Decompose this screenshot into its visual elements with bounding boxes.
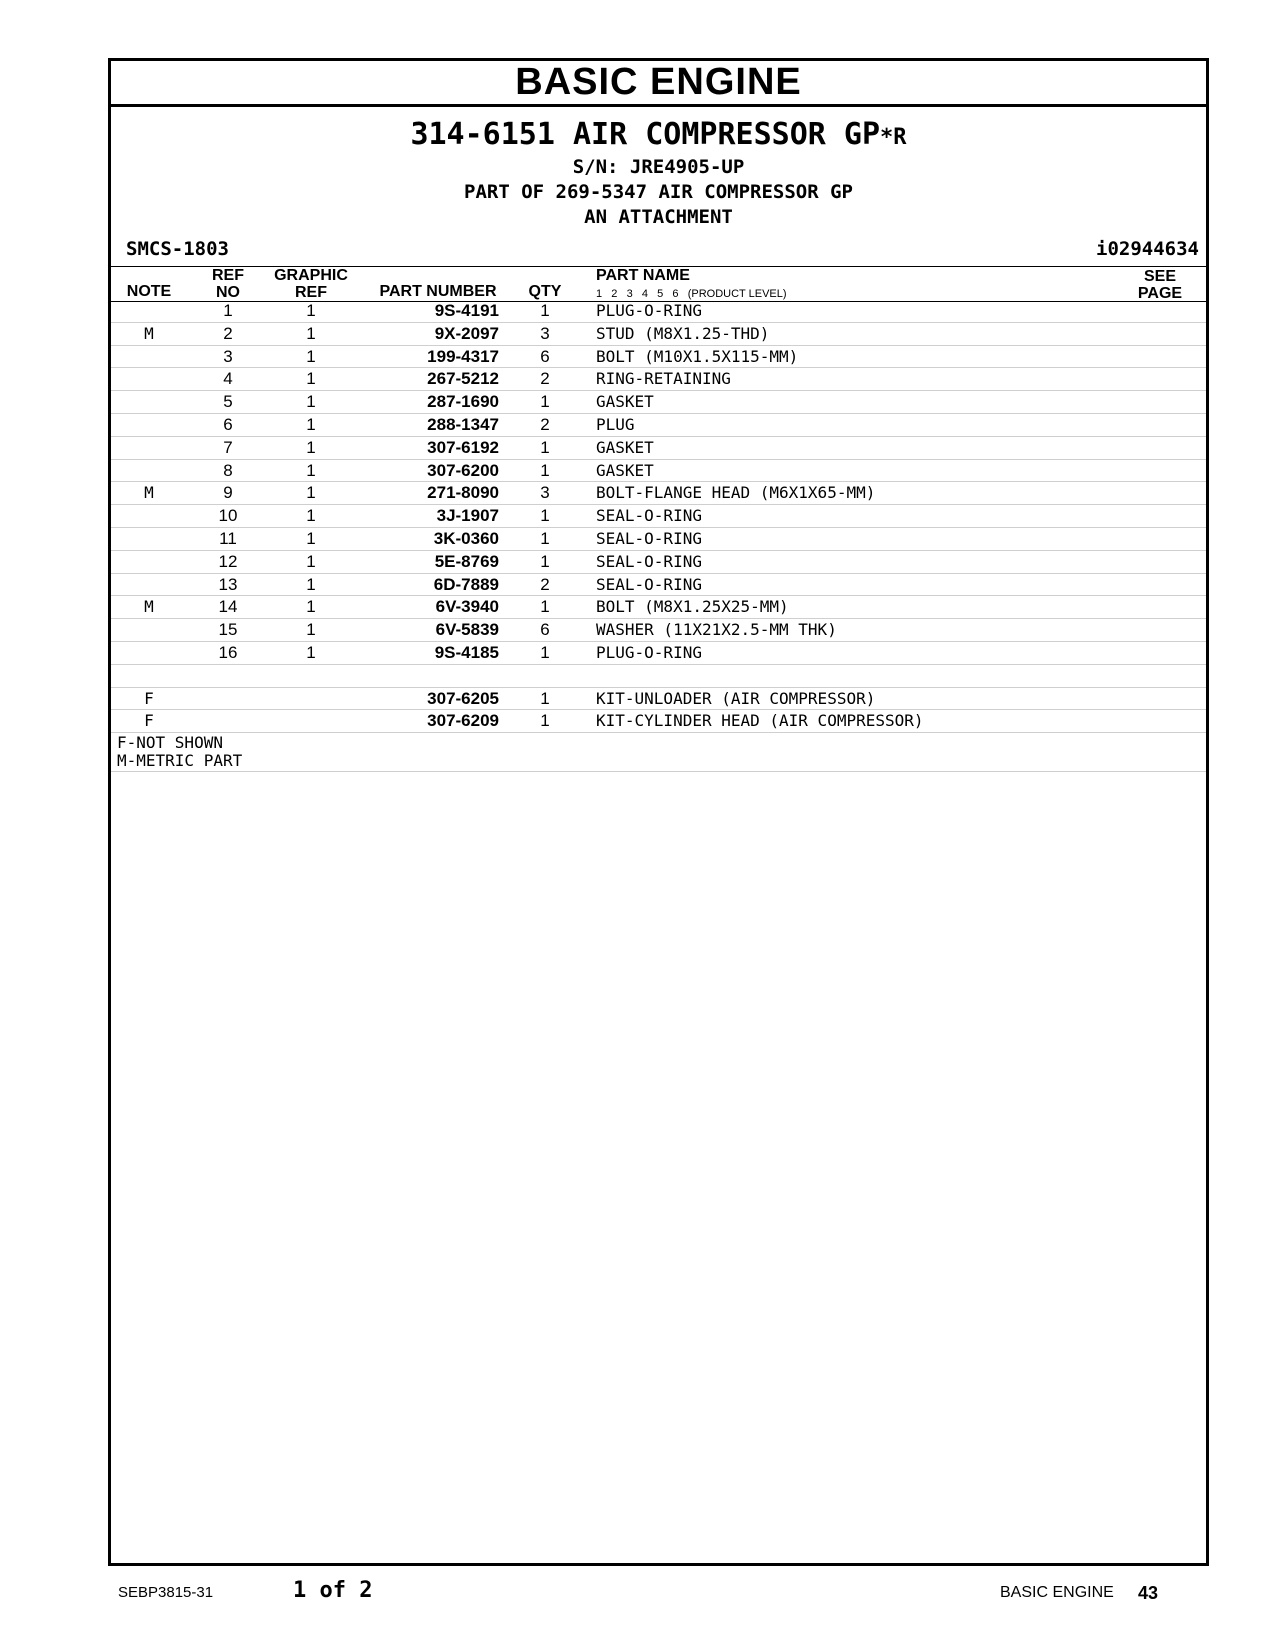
part-number-cell: 9X-2097 (434, 323, 499, 343)
ref-no-cell: 13 (218, 574, 238, 594)
table-row (111, 391, 1206, 414)
col-ref-line2: NO (216, 284, 240, 301)
footer-doc-number: SEBP3815-31 (118, 1584, 214, 1601)
col-part-number: PART NUMBER (379, 283, 497, 300)
ref-no-cell: 7 (223, 437, 233, 457)
col-graphic-ref (271, 267, 351, 301)
notes-legend (111, 733, 1206, 772)
part-name-cell: PLUG-O-RING (596, 301, 702, 320)
qty-cell: 3 (540, 483, 550, 503)
ref-no-cell: 6 (223, 414, 233, 434)
col-qty: QTY (528, 283, 562, 300)
table-row (111, 642, 1206, 665)
col-see-line1: SEE (1143, 268, 1176, 285)
table-row (111, 710, 1206, 733)
graphic-ref-cell: 1 (306, 642, 316, 662)
table-row (111, 437, 1206, 460)
part-number-cell: 3K-0360 (433, 528, 499, 548)
graphic-ref-cell: 1 (306, 597, 316, 617)
part-name-cell: GASKET (596, 460, 654, 480)
graphic-ref-cell: 1 (306, 437, 316, 457)
qty-cell: 1 (540, 551, 550, 571)
ref-no-cell: 9 (223, 483, 233, 503)
part-number-cell: 307-6200 (427, 460, 499, 480)
ref-no-cell: 12 (218, 551, 238, 571)
graphic-ref-cell: 1 (306, 460, 316, 480)
qty-cell: 6 (540, 346, 550, 366)
graphic-ref-cell: 1 (306, 506, 316, 526)
col-see-page (1130, 268, 1190, 302)
ref-no-cell: 15 (218, 620, 238, 640)
note-cell: M (144, 323, 154, 343)
qty-cell: 1 (540, 437, 550, 457)
part-number-cell: 307-6205 (427, 688, 499, 708)
part-number-cell: 6V-3940 (435, 597, 499, 617)
part-of: PART OF 269-5347 AIR COMPRESSOR GP (464, 181, 853, 203)
qty-cell: 1 (540, 460, 550, 480)
graphic-ref-cell: 1 (306, 414, 316, 434)
ref-no-cell: 10 (218, 506, 238, 526)
table-row (111, 414, 1206, 437)
part-number-cell: 9S-4185 (434, 642, 499, 662)
table-row (111, 528, 1206, 551)
ref-no-cell: 11 (219, 528, 237, 548)
table-row (111, 482, 1206, 505)
part-name-cell: STUD (M8X1.25-THD) (596, 323, 770, 343)
part-number-cell: 199-4317 (427, 346, 499, 366)
col-product-levels: 1 2 3 4 5 6 (PRODUCT LEVEL) (596, 288, 787, 300)
part-name-cell: PLUG (596, 414, 635, 434)
table-row (111, 368, 1206, 391)
part-number-cell: 6V-5839 (435, 620, 499, 640)
table-row (111, 300, 1206, 323)
group-title-suffix: *R (880, 125, 907, 150)
graphic-ref-cell: 1 (306, 574, 316, 594)
qty-cell: 2 (540, 369, 550, 389)
table-row (111, 596, 1206, 619)
graphic-ref-cell: 1 (306, 392, 316, 412)
qty-cell: 1 (540, 597, 550, 617)
table-row (111, 505, 1206, 528)
column-header-row (111, 266, 1206, 302)
col-part-name: PART NAME (596, 267, 690, 284)
part-number-cell: 5E-8769 (434, 551, 499, 571)
table-row (111, 460, 1206, 483)
ref-no-cell: 16 (218, 642, 238, 662)
part-number-cell: 3J-1907 (436, 506, 499, 526)
qty-cell: 1 (540, 392, 550, 412)
graphic-ref-cell: 1 (306, 528, 316, 548)
footer-page-count: 1 of 2 (293, 1578, 373, 1603)
ref-no-cell: 1 (223, 301, 233, 320)
group-title (111, 118, 1206, 155)
part-number-cell: 307-6209 (427, 711, 499, 731)
part-name-cell: BOLT (M8X1.25X25-MM) (596, 597, 789, 617)
ref-no-cell: 3 (223, 346, 233, 366)
graphic-ref-cell: 1 (306, 620, 316, 640)
qty-cell: 1 (540, 528, 550, 548)
graphic-ref-cell: 1 (306, 346, 316, 366)
part-name-cell: BOLT-FLANGE HEAD (M6X1X65-MM) (596, 483, 876, 503)
qty-cell: 1 (540, 642, 550, 662)
note-cell: F (144, 711, 154, 731)
col-graphic-line2: REF (295, 284, 327, 301)
part-number-cell: 288-1347 (427, 414, 499, 434)
table-row (111, 346, 1206, 369)
qty-cell: 1 (540, 506, 550, 526)
qty-cell: 3 (540, 323, 550, 343)
note-cell: M (144, 597, 154, 617)
col-note: NOTE (126, 283, 172, 300)
table-row (111, 665, 1206, 688)
group-title-text: 314-6151 AIR COMPRESSOR GP (410, 117, 881, 152)
graphic-ref-cell: 1 (306, 483, 316, 503)
qty-cell: 2 (540, 414, 550, 434)
part-name-cell: SEAL-O-RING (596, 506, 702, 526)
part-number-cell: 307-6192 (427, 437, 499, 457)
graphic-ref-cell: 1 (306, 323, 316, 343)
parts-table (111, 300, 1206, 772)
ref-no-cell: 14 (218, 597, 238, 617)
part-name-cell: BOLT (M10X1.5X115-MM) (596, 346, 799, 366)
qty-cell: 1 (540, 688, 550, 708)
part-name-cell: SEAL-O-RING (596, 551, 702, 571)
graphic-ref-cell: 1 (306, 369, 316, 389)
table-row (111, 574, 1206, 597)
col-ref-no (206, 267, 250, 301)
qty-cell: 1 (540, 711, 550, 731)
table-row (111, 688, 1206, 711)
smcs-code: SMCS-1803 (126, 238, 229, 260)
part-name-cell: SEAL-O-RING (596, 574, 702, 594)
part-name-cell: PLUG-O-RING (596, 642, 702, 662)
note-cell: M (144, 483, 154, 503)
footer-section: BASIC ENGINE (1000, 1584, 1114, 1601)
part-number-cell: 9S-4191 (434, 301, 499, 320)
serial-number: S/N: JRE4905-UP (572, 156, 745, 178)
qty-cell: 6 (540, 620, 550, 640)
part-number-cell: 6D-7889 (433, 574, 499, 594)
ref-no-cell: 8 (223, 460, 233, 480)
note-line: F-NOT SHOWN (117, 733, 223, 753)
part-number-cell: 271-8090 (427, 483, 499, 503)
part-name-cell: SEAL-O-RING (596, 528, 702, 548)
col-ref-line1: REF (212, 267, 244, 284)
ref-no-cell: 2 (223, 323, 233, 343)
part-name-cell: GASKET (596, 392, 654, 412)
note-line: M-METRIC PART (117, 751, 243, 771)
attachment-label: AN ATTACHMENT (584, 206, 733, 228)
table-row (111, 619, 1206, 642)
part-name-cell: RING-RETAINING (596, 369, 731, 389)
qty-cell: 2 (540, 574, 550, 594)
footer-page-number: 43 (1138, 1583, 1159, 1603)
graphic-ref-cell: 1 (306, 551, 316, 571)
table-row (111, 551, 1206, 574)
ref-no-cell: 4 (223, 369, 233, 389)
col-graphic-line1: GRAPHIC (274, 267, 348, 284)
ref-no-cell: 5 (223, 392, 233, 412)
note-cell: F (144, 688, 154, 708)
graphic-ref-cell: 1 (306, 301, 316, 320)
qty-cell: 1 (540, 301, 550, 320)
part-name-cell: KIT-CYLINDER HEAD (AIR COMPRESSOR) (596, 711, 924, 731)
part-number-cell: 267-5212 (427, 369, 499, 389)
part-name-cell: KIT-UNLOADER (AIR COMPRESSOR) (596, 688, 876, 708)
part-number-cell: 287-1690 (427, 392, 499, 412)
page-frame (108, 58, 1209, 1566)
document-identifier: i02944634 (1096, 238, 1199, 260)
section-title: BASIC ENGINE (111, 61, 1206, 107)
part-name-cell: WASHER (11X21X2.5-MM THK) (596, 620, 837, 640)
table-row (111, 323, 1206, 346)
col-see-line2: PAGE (1137, 285, 1183, 302)
part-name-cell: GASKET (596, 437, 654, 457)
